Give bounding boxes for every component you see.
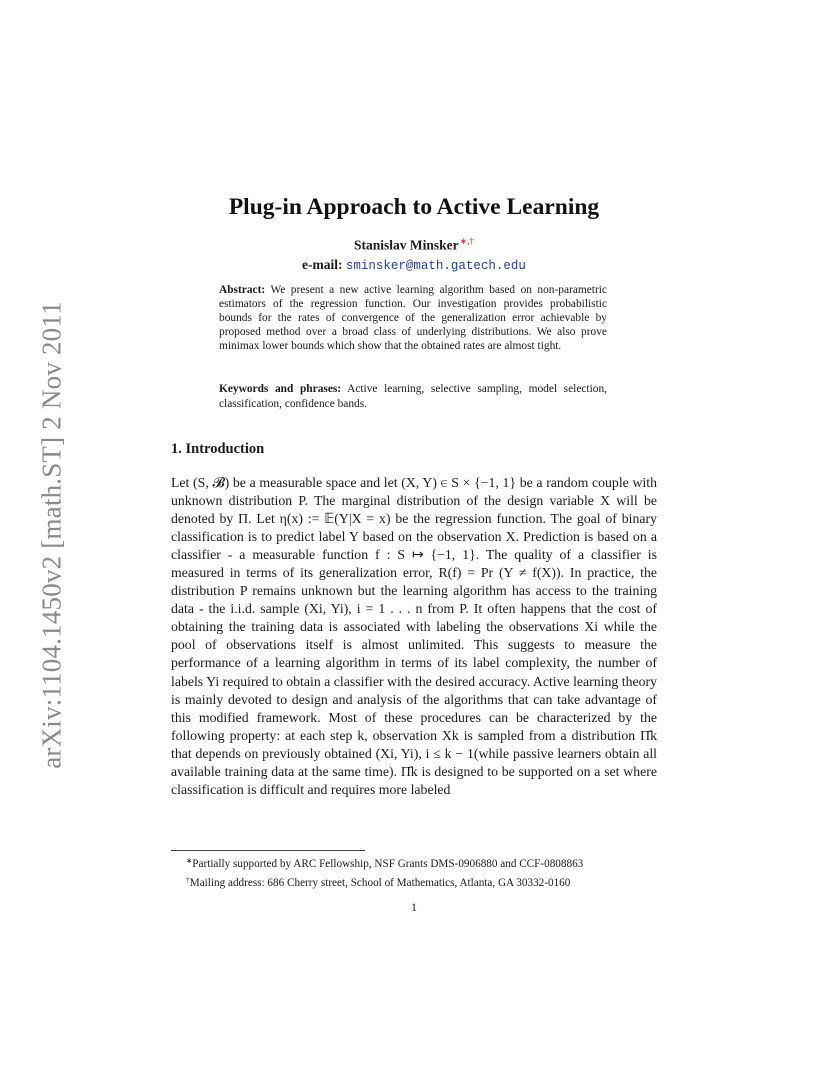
- paper-title: Plug-in Approach to Active Learning: [228, 194, 600, 220]
- section-heading: 1. Introduction: [171, 441, 265, 457]
- footnote-divider: [171, 850, 365, 851]
- abstract-text: We present a new active learning algorithm based on non-parametric estimators of the regression function. Our investigation provides probabilistic bounds for the rates of convergence of the generalization error achievable by proposed method over a broad class of underlying distributions. We also prove minimax lower bounds which show that the obtained rates are almost tight.: [219, 284, 607, 352]
- abstract: [219, 283, 607, 353]
- email-label: e-mail:: [302, 257, 343, 272]
- author-name: Stanislav Minsker: [354, 237, 459, 253]
- keywords-text: Active learning, selective sampling, model selection, classification, confidence bands.: [219, 383, 608, 410]
- keywords-label: Keywords and phrases:: [219, 383, 342, 395]
- keywords: [219, 382, 607, 411]
- footnote-item: [186, 872, 666, 891]
- email-line: [0, 257, 828, 273]
- email-link[interactable]: sminsker@math.gatech.edu: [345, 259, 526, 273]
- page-number: 1: [411, 900, 417, 914]
- arxiv-stamp-text: arXiv:1104.1450v2 [math.ST] 2 Nov 2011: [36, 301, 67, 769]
- footnote-mark: †: [186, 875, 190, 884]
- footnote-item: [186, 853, 666, 872]
- footnote-text: Mailing address: 686 Cherry street, School of Mathematics, Atlanta, GA 30332-0160: [189, 877, 571, 889]
- footnote-mark: ∗: [186, 856, 193, 865]
- author-footnote-marks[interactable]: ∗,†: [459, 236, 474, 246]
- footnotes: [186, 853, 666, 891]
- author-line: [0, 236, 828, 254]
- abstract-label: Abstract:: [219, 284, 266, 296]
- footnote-text: Partially supported by ARC Fellowship, NSF Grants DMS-0906880 and CCF-0808863: [192, 858, 584, 870]
- intro-paragraph: Let (S, 𝓑) be a measurable space and let (X, Y) ∈ S × {−1, 1} be a random couple with unknown distribution P. The marginal distribution of the design variable X will be denoted by Π. Let η(x) := 𝔼(Y|X = x) be the regression function. The goal of binary classification is to predict label Y based on the observation X. Prediction is based on a classifier - a measurable function f : S ↦ {−1, 1}. The quality of a classifier is measured in terms of its generalization error, R(f) = Pr (Y ≠ f(X)). In practice, the distribution P remains unknown but the learning algorithm has access to the training data - the i.i.d. sample (Xi, Yi), i = 1 . . . n from P. It often happens that the cost of obtaining the training data is associated with labeling the observations Xi while the pool of observations itself is almost unlimited. This suggests to measure the performance of a learning algorithm in terms of its label complexity, the number of labels Yi required to obtain a classifier with the desired accuracy. Active learning theory is mainly devoted to design and analysis of the algorithms that can take advantage of this modified framework. Most of these procedures can be characterized by the following property: at each step k, observation Xk is sampled from a distribution Π̂k that depends on previously obtained (Xi, Yi), i ≤ k − 1(while passive learners obtain all available training data at the same time). Π̂k is designed to be supported on a set where classification is difficult and requires more labeled: [171, 475, 657, 797]
